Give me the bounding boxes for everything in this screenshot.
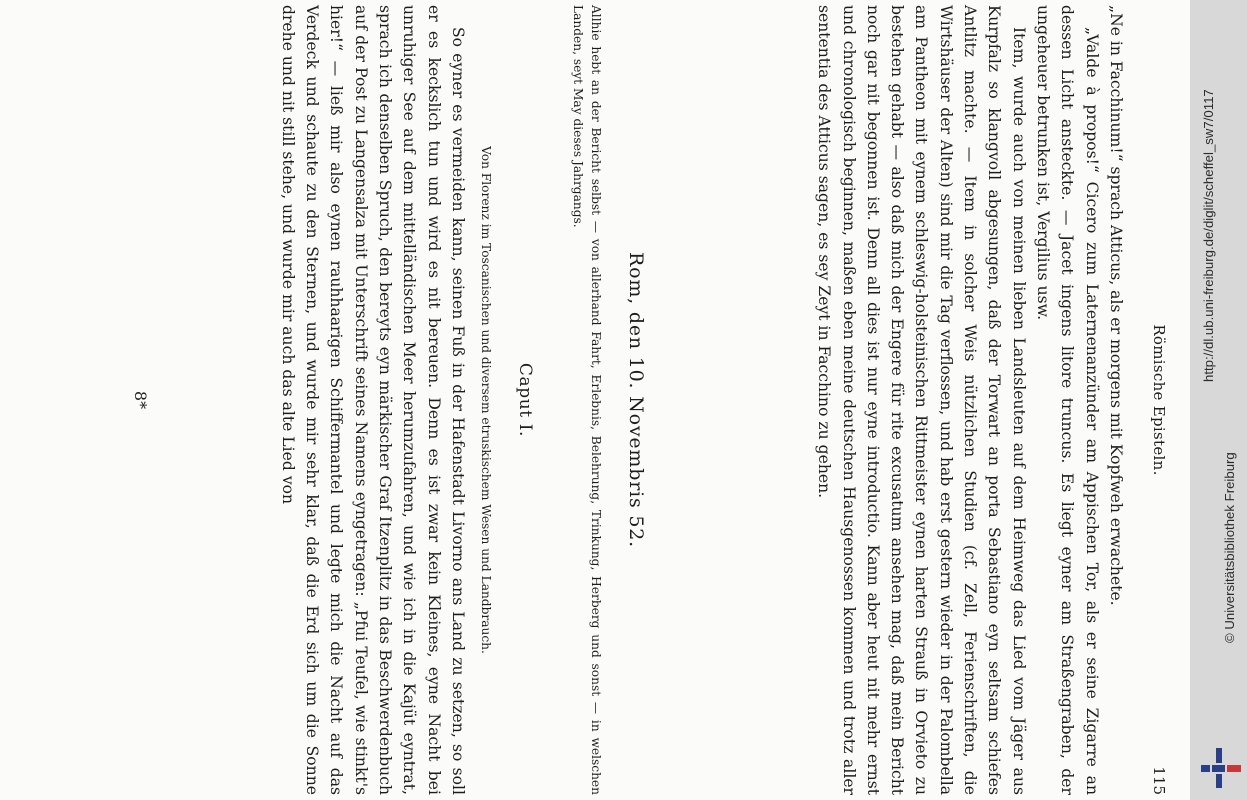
paragraph: „Valde à propos!“ Cicero zum Laternenanzünder am Appischen Tor, als er seine Zigarre an dessen Licht ansteckte. — Jacet ingens litore truncus. Es liegt eyner am Straßengraben, der ungeheuer betrunken ist, Vergilius usw.	[1034, 5, 1101, 795]
letter-body	[812, 5, 1128, 795]
section-summary: Allhie hebt an der Bericht selbst — von allerhand Fahrt, Erlebnis, Belehrung, Trinkung, Herberg und sonst — in welschen Landen, seyt May dieses Jahrgangs.	[570, 5, 603, 795]
copyright-notice: © Universitätsbibliothek Freiburg	[1222, 452, 1237, 643]
page-header	[1140, 5, 1170, 795]
paragraph: „Ne in Facchinum!“ sprach Atticus, als er morgens mit Kopfweh erwachete.	[1107, 5, 1125, 606]
dateline: Rom, den 10. Novembris 52.	[625, 252, 647, 548]
chapter-body	[276, 5, 471, 795]
running-head: Römische Episteln.	[1150, 324, 1168, 476]
permalink-url[interactable]: http://dl.ub.uni-freiburg.de/diglit/scheffel_sw7/0117	[1201, 89, 1216, 382]
paragraph: So eyner es vermeiden kann, seinen Fuß in der Hafenstadt Livorno ans Land zu setzen, so soll er es keckslich tun und wird es nit bereuen. Denn es ist zwar kein Kleines, eyne Nacht bei unruhiger See auf dem mittelländischen Meer herumzufahren, und wie ich in die Kajüt eyntrat, sprach ich denselben Spruch, den bereyts eyn märkischer Graf Itzenplitz in das Beschwerdenbuch auf der Post zu Langensalza mit Unterschrift seines Namens eyngetragen: „Pfui Teufel, wie stinkt's hier!“ — ließ mir also eynen rauhhaarigen Schiffermantel und legte mich die Nacht auf das Verdeck und schaute zu den Sternen, und wurde mir sehr klar, daß die Erd sich um die Sonne drehe und nit still stehe, und wurde mir auch das alte Lied von	[278, 5, 467, 795]
signature-mark: 8*	[131, 390, 150, 410]
ub-freiburg-logo-icon	[1199, 746, 1243, 790]
page-number: 115	[1150, 766, 1168, 795]
library-sidebar	[1190, 0, 1247, 800]
chapter-heading: Caput I.	[515, 362, 535, 438]
rotated-page-content	[20, 5, 1170, 795]
chapter-subheading: Von Florenz im Toscanischen und diversem etruskischem Wesen und Landbrauch.	[479, 146, 493, 654]
paragraph: Item, wurde auch von meinen lieben Landsleuten auf dem Heimweg das Lied vom Jäger aus Kurpfalz so klangvoll abgesungen, daß der Torwart an porta Sebastiano eyn seltsam schiefes Antlitz machte. — Item in solcher Weis nützlichen Studien (cf. Zell, Ferienschriften, die Wirtshäuser der Alten) sind mir die Tag verflossen, und hab erst gestern wieder in der Palombella am Pantheon mit eynem schleswig-holsteinischen Rittmeister eynen harten Strauß in Orvieto zu bestehen gehabt — also daß mich der Engere für rite excusatum ansehen mag, daß mein Bericht noch gar nit begonnen ist. Denn all dies ist nur eyne introductio. Kann aber heut nit mehr ernst und chronologisch beginnen, maßen eben meine deutschen Hausgenossen kommen und trotz aller sententia des Atticus sagen, es sey Zeyt in Facchino zu gehen.	[815, 5, 1028, 795]
